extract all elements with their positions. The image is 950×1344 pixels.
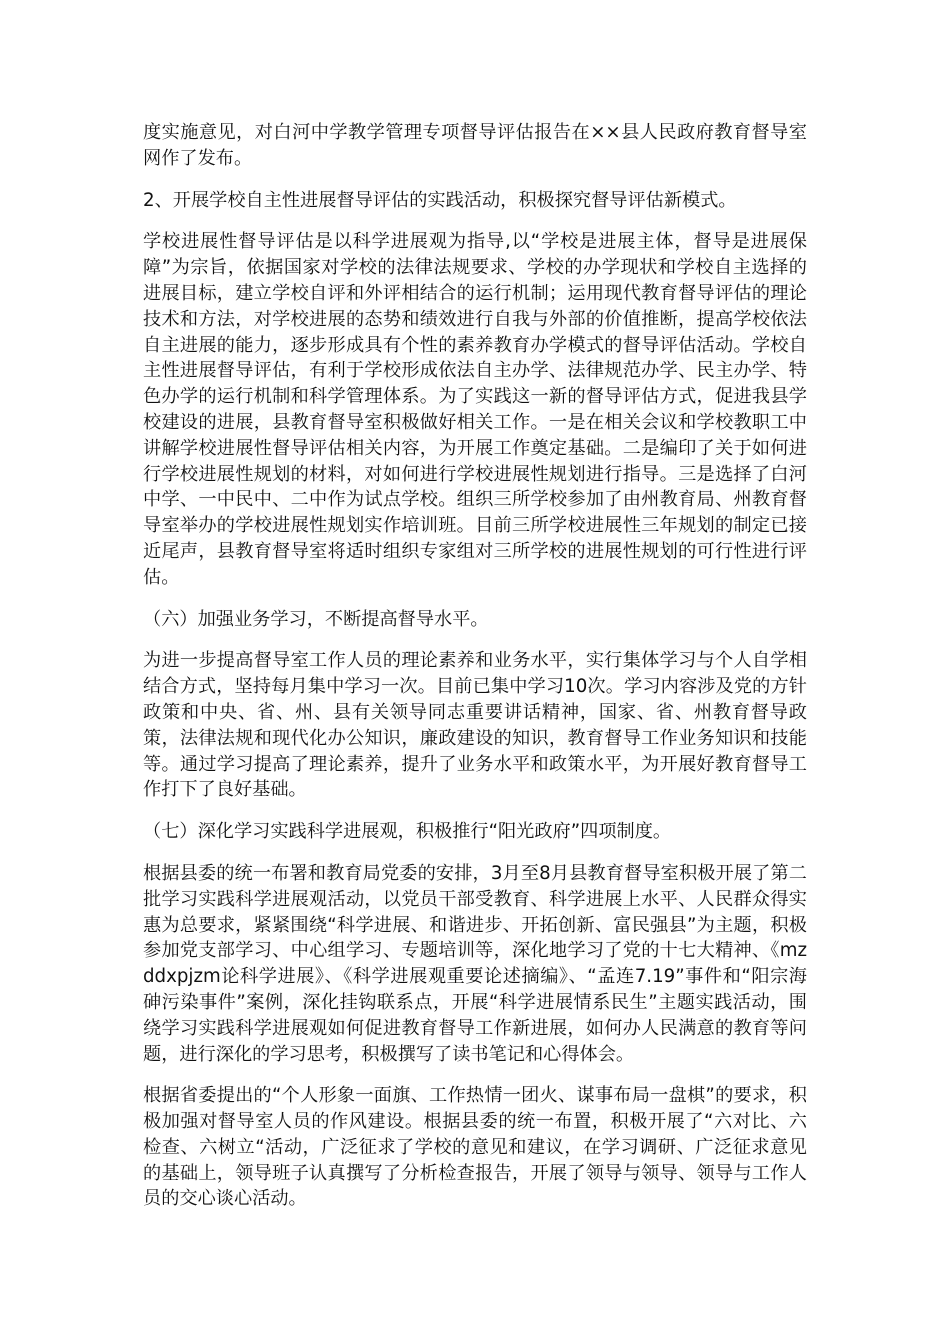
section-7-heading: （七）深化学习实践科学进展观，积极推行“阳光政府”四项制度。 <box>143 821 672 843</box>
item-2-heading: 2、开展学校自主性进展督导评估的实践活动，积极探究督导评估新模式。 <box>143 189 737 211</box>
paragraph-business-study: 为进一步提高督导室工作人员的理论素养和业务水平，实行集体学习与个人自学相结合方式，坚持每月集中学习一次。目前已集中学习10次。学习内容涉及党的方针政策和中央、省、州、县有关领导同志重要讲话精神，国家、省、州教育督导政策，法律法规和现代化办公知识，廉政建设的知识，教育督导工作业务知识和技能等。通过学习提高了理论素养，提升了业务水平和政策水平，为开展好教育督导工作打下了良好基础。 <box>143 650 807 801</box>
paragraph-release-note: 度实施意见，对白河中学教学管理专项督导评估报告在××县人民政府教育督导室网作了发布。 <box>143 122 807 169</box>
paragraph-practice-activity: 根据县委的统一布署和教育局党委的安排，3月至8月县教育督导室积极开展了第二批学习实践科学进展观活动，以党员干部受教育、科学进展上水平、人民群众得实惠为总要求，紧紧围绕“科学进展、和谐进步、开拓创新、富民强县”为主题，积极参加党支部学习、中心组学习、专题培训等，深化地学习了党的十七大精神、《mzddxpjzm论科学进展》、《科学进展观重要论述摘编》、“孟连7.19”事件和“阳宗海砷污染事件”案例，深化挂钩联系点，开展“科学进展情系民生”主题实践活动，围绕学习实践科学进展观如何促进教育督导工作新进展，如何办人民满意的教育等问题，进行深化的学习思考，积极撰写了读书笔记和心得体会。 <box>143 862 807 1065</box>
paragraph-development-evaluation: 学校进展性督导评估是以科学进展观为指导,以“学校是进展主体，督导是进展保障”为宗旨，依据国家对学校的法律法规要求、学校的办学现状和学校自主选择的进展目标，建立学校自评和外评相结合的运行机制；运用现代教育督导评估的理论技术和方法，对学校进展的态势和绩效进行自我与外部的价值推断，提高学校依法自主进展的能力，逐步形成具有个性的素养教育办学模式的督导评估活动。学校自主性进展督导评估，有利于学校形成依法自主办学、法律规范办学、民主办学、特色办学的运行机制和科学管理体系。为了实践这一新的督导评估方式，促进我县学校建设的进展，县教育督导室积极做好相关工作。一是在相关会议和学校教职工中讲解学校进展性督导评估相关内容，为开展工作奠定基础。二是编印了关于如何进行学校进展性规划的材料，对如何进行学校进展性规划进行指导。三是选择了白河中学、一中民中、二中作为试点学校。组织三所学校参加了由州教育局、州教育督导室举办的学校进展性规划实作培训班。目前三所学校进展性三年规划的制定已接近尾声，县教育督导室将适时组织专家组对三所学校的进展性规划的可行性进行评估。 <box>143 231 807 588</box>
document-page <box>143 120 807 1228</box>
section-6-heading: （六）加强业务学习，不断提高督导水平。 <box>143 608 489 630</box>
paragraph-work-style: 根据省委提出的“个人形象一面旗、工作热情一团火、谋事布局一盘棋”的要求，积极加强对督导室人员的作风建设。根据县委的统一布置，积极开展了“六对比、六检查、六树立“活动，广泛征求了学校的意见和建议，在学习调研、广泛征求意见的基础上，领导班子认真撰写了分析检查报告，开展了领导与领导、领导与工作人员的交心谈心活动。 <box>143 1085 807 1210</box>
